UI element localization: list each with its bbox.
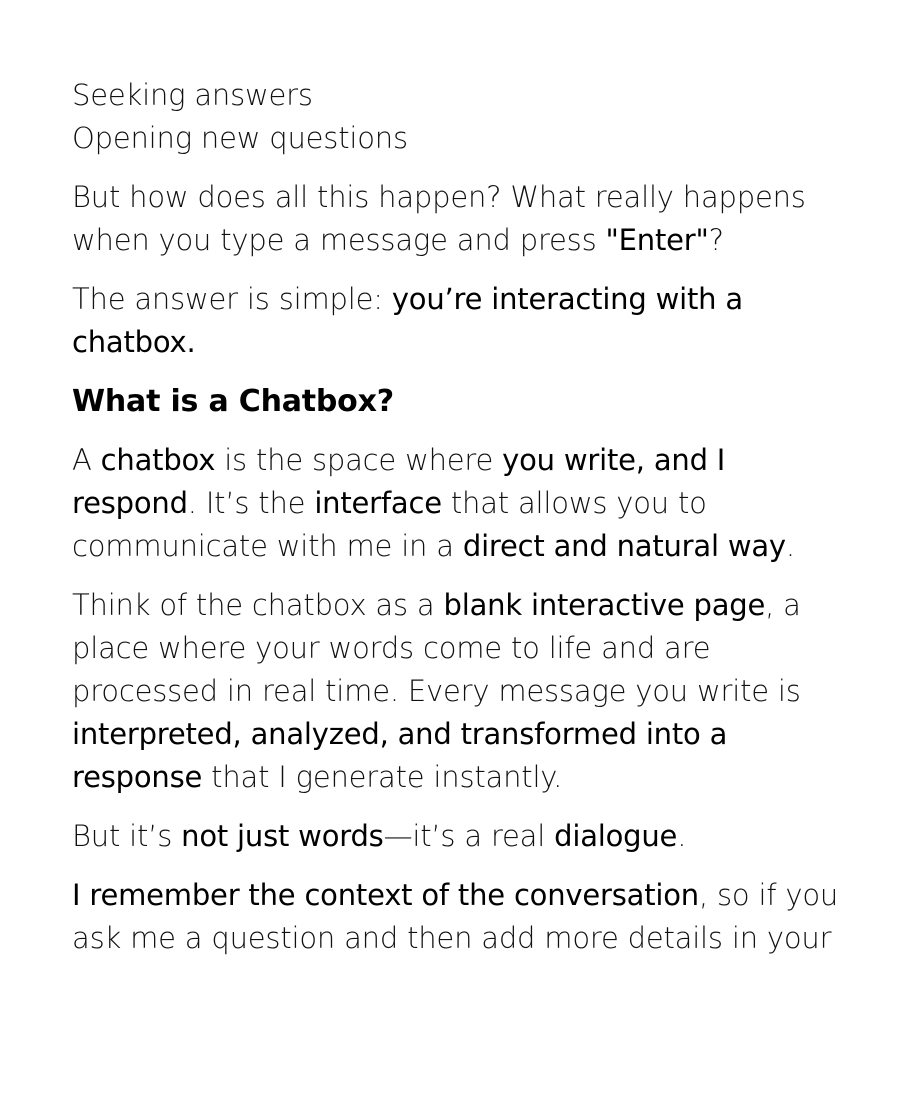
text-run: , a place where your words come to life and are processed in real time. Every message you write is <box>72 588 801 708</box>
paragraph-answer <box>72 278 852 364</box>
paragraph-dialogue <box>72 815 852 858</box>
text-run: . It’s the <box>187 486 315 520</box>
text-run: ? <box>708 223 724 257</box>
bold-run: blank interactive page <box>443 588 766 622</box>
bold-run: not just words <box>181 819 384 853</box>
bold-run: "Enter" <box>605 223 709 257</box>
paragraph-how-it-happens <box>72 176 852 262</box>
bold-run: you write, and I respond <box>72 443 726 520</box>
text-run: But it’s <box>72 819 182 853</box>
text-run: , so if you ask me a question and then add more details in your <box>72 878 839 955</box>
text-run: A <box>72 443 101 477</box>
intro-lines <box>72 74 852 160</box>
paragraph-blank-page <box>72 584 852 799</box>
bold-run: I remember the context of the conversation <box>72 878 699 912</box>
text-run: But how does all this happen? What really happens when you type a message and press <box>72 180 806 257</box>
text-run: . <box>785 529 795 563</box>
paragraph-chatbox-definition <box>72 439 852 568</box>
text-run: Think of the chatbox as a <box>72 588 444 622</box>
intro-line: Seeking answers <box>72 78 313 112</box>
intro-line: Opening new questions <box>72 121 408 155</box>
bold-run: you’re interacting with a chatbox. <box>72 282 743 359</box>
bold-run: interface <box>314 486 442 520</box>
text-run: —it’s a real <box>383 819 555 853</box>
bold-run: interpreted, analyzed, and transformed into a response <box>72 717 728 794</box>
text-run: that allows you to communicate with me in a <box>72 486 707 563</box>
text-run: The answer is simple: <box>72 282 392 316</box>
text-run: is the space where <box>215 443 503 477</box>
text-run: that I generate instantly. <box>202 760 563 794</box>
section-heading: What is a Chatbox? <box>72 384 394 419</box>
bold-run: dialogue <box>554 819 678 853</box>
bold-run: direct and natural way <box>462 529 786 563</box>
document-page <box>72 74 852 976</box>
bold-run: chatbox <box>100 443 216 477</box>
text-run: . <box>677 819 687 853</box>
paragraph-context <box>72 874 852 960</box>
